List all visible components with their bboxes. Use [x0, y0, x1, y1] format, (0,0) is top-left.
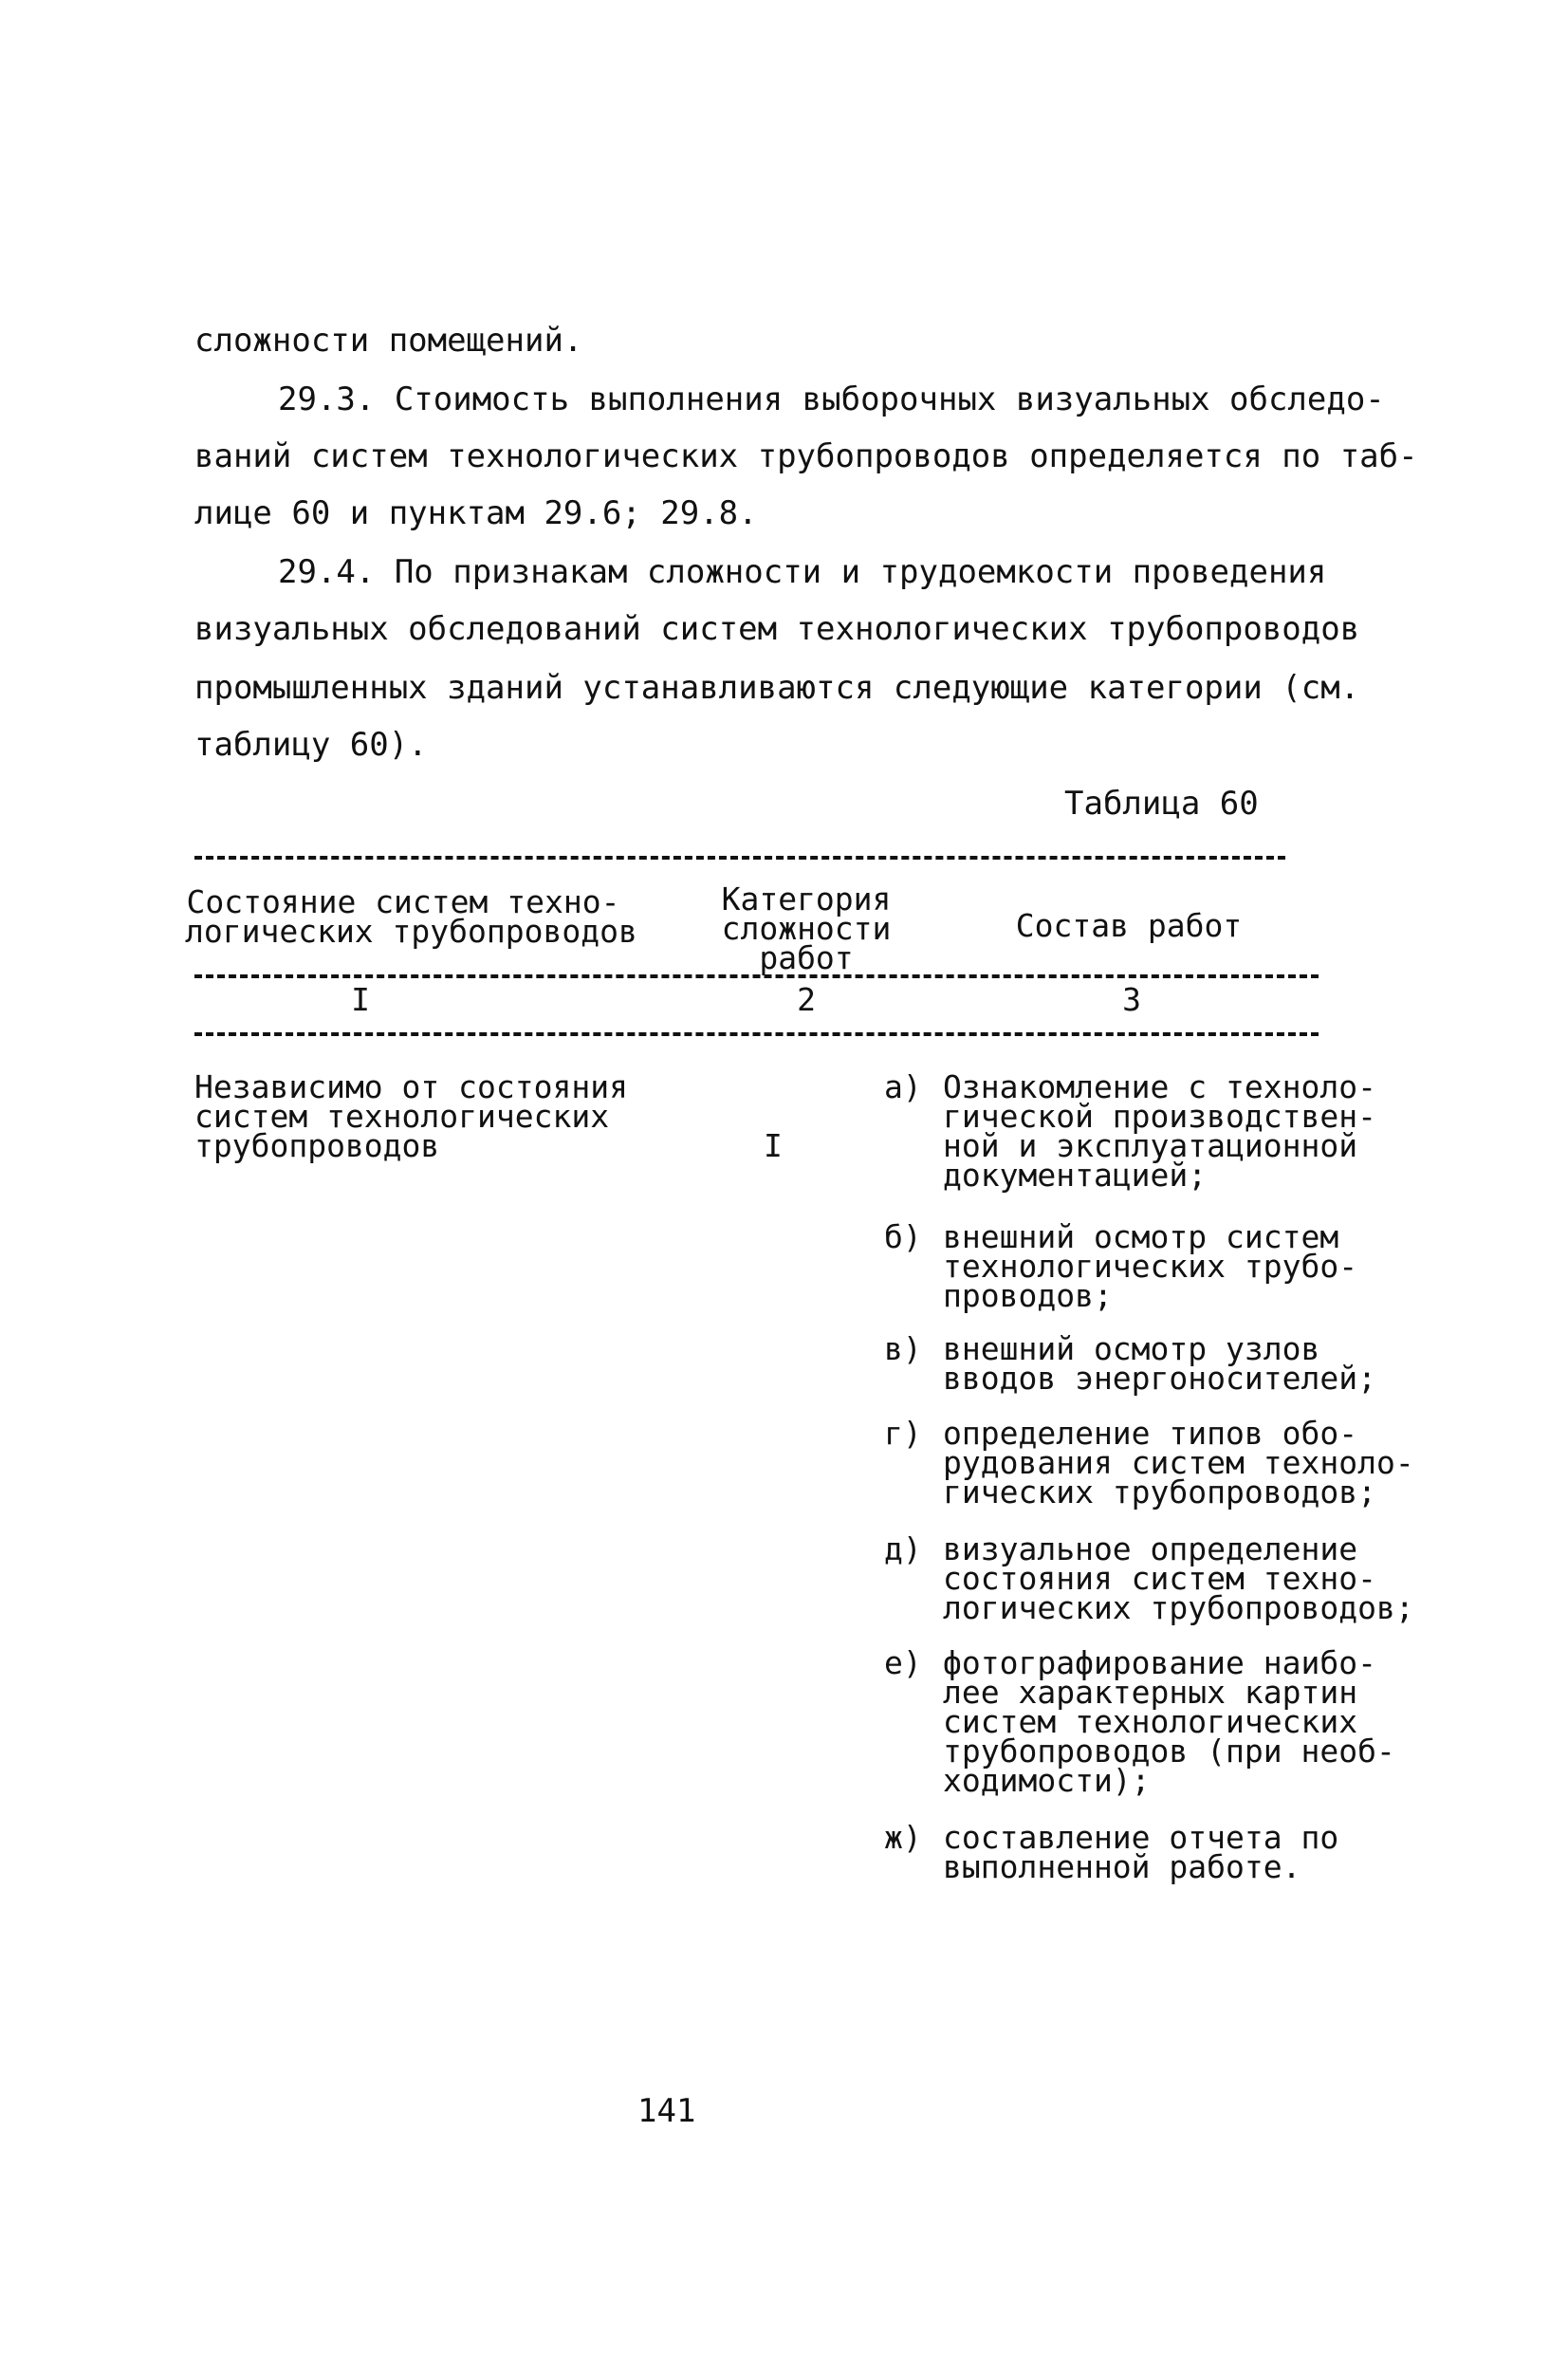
work-item [884, 1530, 1415, 1626]
work-item [884, 1415, 1415, 1511]
table-numbers-rule [194, 1032, 1319, 1036]
paragraph-continuation: сложности помещений. [194, 322, 583, 360]
work-item-label: а) [884, 1068, 922, 1105]
table-top-rule [194, 856, 1285, 860]
work-item [884, 1330, 1415, 1397]
header-state: Состояние систем техно- логических трубопроводов [185, 883, 637, 950]
work-item-text: внешний осмотр узлов вводов энергоносителей; [943, 1330, 1376, 1397]
work-item-text: внешний осмотр систем технологических трубо- проводов; [943, 1218, 1358, 1314]
column-number-2: 2 [797, 981, 816, 1018]
work-item-label: в) [884, 1330, 922, 1367]
work-item-label: б) [884, 1218, 922, 1255]
work-item-label: е) [884, 1644, 922, 1681]
column-number-3: 3 [1122, 981, 1141, 1018]
work-item [884, 1819, 1415, 1885]
header-works: Состав работ [1015, 907, 1243, 944]
row-state: Независимо от состояния систем технологических трубопроводов [194, 1068, 628, 1164]
column-number-1: I [351, 981, 370, 1018]
work-item [884, 1644, 1415, 1800]
page-number: 141 [637, 2092, 696, 2130]
row-category: I [764, 1127, 783, 1164]
table-caption: Таблица 60 [1064, 785, 1259, 823]
work-item [884, 1218, 1415, 1314]
work-item [884, 1068, 1415, 1194]
work-item-label: ж) [884, 1819, 922, 1856]
paragraph-29-4-line-2: визуальных обследований систем технологических трубопроводов [194, 610, 1360, 648]
paragraph-29-3-line-3: лице 60 и пунктам 29.6; 29.8. [194, 494, 758, 532]
work-item-label: д) [884, 1530, 922, 1567]
paragraph-29-4-line-4: таблицу 60). [194, 726, 428, 764]
paragraph-29-3-line-2: ваний систем технологических трубопроводов определяется по таб- [194, 437, 1418, 475]
work-item-text: визуальное определение состояния систем техно- логических трубопроводов; [943, 1530, 1414, 1626]
work-item-label: г) [884, 1415, 922, 1452]
work-item-text: Ознакомление с техноло- гической производствен- ной и эксплуатационной документацией; [943, 1068, 1376, 1194]
header-category: Категория сложности работ [721, 880, 892, 976]
paragraph-29-3-line-1: 29.3. Стоимость выполнения выборочных визуальных обследо- [278, 380, 1385, 418]
paragraph-29-4-line-3: промышленных зданий устанавливаются следующие категории (см. [194, 669, 1360, 707]
paragraph-29-4-line-1: 29.4. По признакам сложности и трудоемкости проведения [278, 553, 1327, 591]
work-item-text: определение типов обо- рудования систем техноло- гических трубопроводов; [943, 1415, 1414, 1511]
table-header-rule [194, 974, 1319, 978]
work-item-text: фотографирование наибо- лее характерных картин систем технологических трубопроводов (при необ- ходимости); [943, 1644, 1395, 1799]
work-item-text: составление отчета по выполненной работе. [943, 1819, 1339, 1885]
